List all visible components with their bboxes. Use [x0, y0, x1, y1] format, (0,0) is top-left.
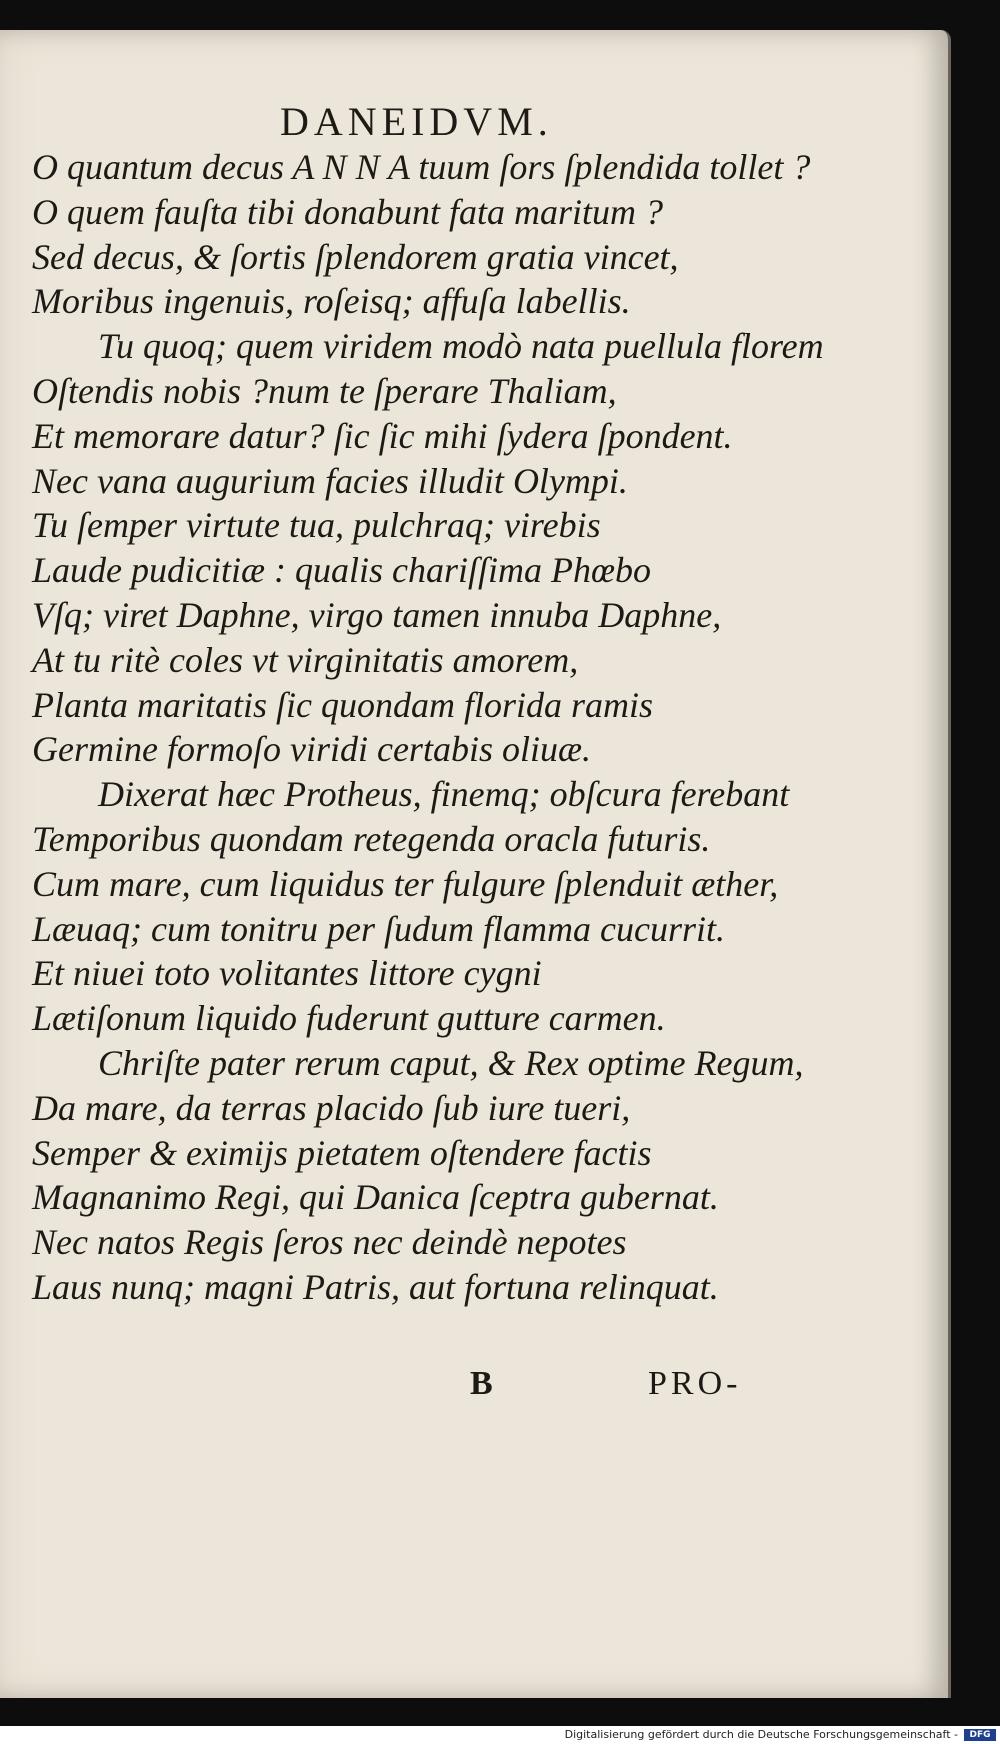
verse-line: O quem fauſta tibi donabunt fata maritum ? [32, 191, 664, 232]
verse-line: Temporibus quondam retegenda oracla futuris. [32, 818, 711, 859]
verse-line: Planta maritatis ſic quondam florida ramis [32, 684, 654, 725]
verse-line: Laude pudicitiæ : qualis chariſſima Phœbo [32, 550, 651, 591]
verse-text [0, 145, 948, 1310]
verse-line: Magnanimo Regi, qui Danica ſceptra gubernat. [32, 1177, 719, 1218]
verse-line: Semper & eximijs pietatem oſtendere factis [32, 1132, 652, 1173]
verse-line: Oſtendis nobis ?num te ſperare Thaliam, [32, 370, 617, 411]
verse-line: Tu quoq; quem viridem modò nata puellula florem [98, 326, 824, 367]
verse-line: Chriſte pater rerum caput, & Rex optime Regum, [98, 1042, 804, 1083]
verse-line: Dixerat hæc Protheus, finemq; obſcura ferebant [98, 774, 790, 815]
signature-mark: B [470, 1365, 493, 1402]
verse-line: Cum mare, cum liquidus ter fulgure ſplenduit æther, [32, 863, 779, 904]
verse-line: Germine formoſo viridi certabis oliuæ. [32, 729, 591, 770]
verse-line: Laus nunq; magni Patris, aut fortuna relinquat. [32, 1266, 719, 1307]
verse-line: Nec vana augurium facies illudit Olympi. [32, 460, 628, 501]
funding-credit: Digitalisierung gefördert durch die Deutsche Forschungsgemeinschaft - [564, 1728, 958, 1741]
verse-line: At tu ritè coles vt virginitatis amorem, [32, 639, 579, 680]
running-head: DANEIDVM. [280, 99, 553, 144]
verse-line: Et memorare datur? ſic ſic mihi ſydera ſpondent. [32, 415, 733, 456]
verse-line: Nec natos Regis ſeros nec deindè nepotes [32, 1222, 627, 1263]
verse-line: Læuaq; cum tonitru per ſudum flamma cucurrit. [32, 908, 725, 949]
verse-line: Vſq; viret Daphne, virgo tamen innuba Daphne, [32, 594, 722, 635]
verse-line: Lætiſonum liquido fuderunt gutture carmen. [32, 998, 666, 1039]
verse-line: Da mare, da terras placido ſub iure tueri, [32, 1087, 631, 1128]
verse-line: O quantum decus A N N A tuum ſors ſplendida tollet ? [32, 147, 811, 187]
verse-line: Tu ſemper virtute tua, pulchraq; virebis [32, 505, 601, 546]
dfg-logo: DFG [964, 1729, 996, 1741]
verse-line: Sed decus, & ſortis ſplendorem gratia vincet, [32, 236, 679, 277]
catchword: PRO- [648, 1365, 742, 1402]
verse-line: Moribus ingenuis, roſeisq; affuſa labellis. [32, 281, 631, 322]
verse-line: Et niuei toto volitantes littore cygni [32, 953, 542, 994]
book-page [0, 30, 951, 1698]
